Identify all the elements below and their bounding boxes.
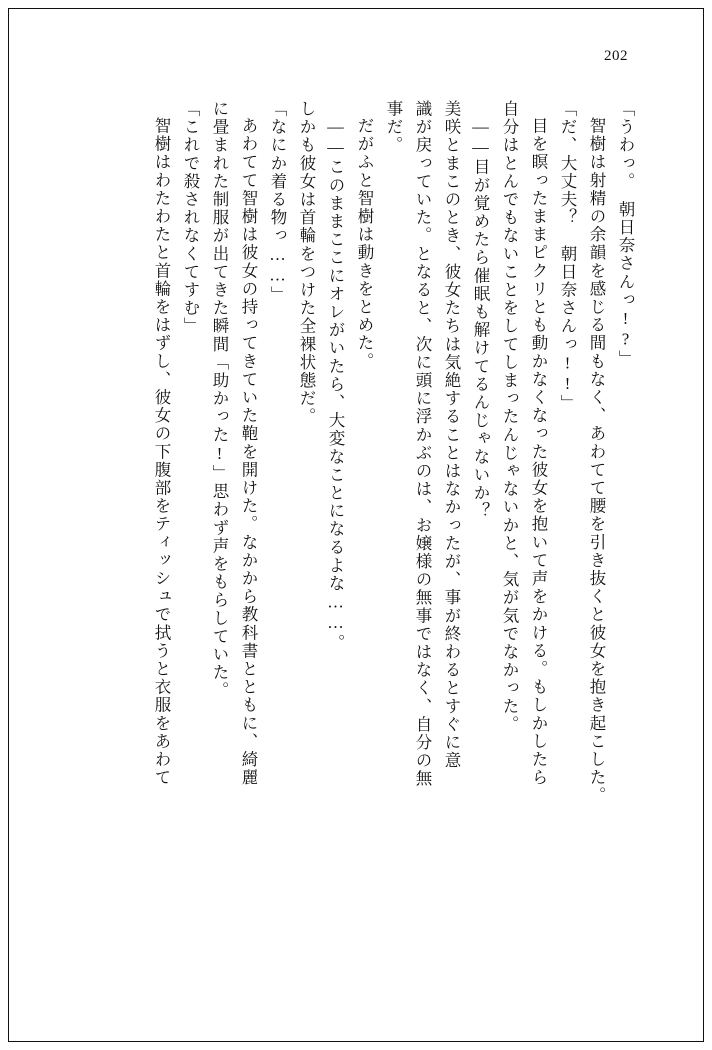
text-column: 自分はとんでもないことをしてしまったんじゃないかと、気が気でなかった。 — [500, 100, 519, 734]
text-column: だがふと智樹は動きをとめた。 — [355, 117, 374, 371]
text-column: ――目が覚めたら催眠も解けてるんじゃないか？ — [471, 117, 490, 521]
vertical-text-body — [60, 100, 640, 1010]
text-column: 美咲とまこのとき、彼女たちは気絶することはなかったが、事が終わるとすぐに意 — [442, 100, 461, 770]
text-column: しかも彼女は首輪をつけた全裸状態だ。 — [297, 100, 316, 426]
text-column: に畳まれた制服が出てきた瞬間「助かった!」思わず声をもらしていた。 — [210, 100, 229, 700]
text-column: 「だ、大丈夫？ 朝日奈さんっ!!」 — [558, 100, 577, 413]
text-column: 目を瞑ったままピクリとも動かなくなった彼女を抱いて声をかける。もしかしたら — [529, 117, 548, 787]
text-column: 「うわっ。 朝日奈さんっ!?」 — [616, 100, 635, 369]
text-column: ――このままここにオレがいたら、大変なことになるよな……。 — [326, 117, 345, 652]
page-number: 202 — [604, 48, 628, 64]
text-column: 智樹は射精の余韻を感じる間もなく、あわてて腰を引き抜くと彼女を抱き起こした。 — [587, 117, 606, 805]
text-column: 「なにか着る物っ……」 — [268, 100, 287, 305]
text-column: 「これで殺されなくてすむ」 — [181, 100, 200, 336]
text-column: あわてて智樹は彼女の持ってきていた鞄を開けた。なかから教科書とともに、綺麗 — [239, 117, 258, 787]
text-column: 事だ。 — [384, 100, 403, 155]
text-column: 識が戻っていた。となると、次に頭に浮かぶのは、お嬢様の無事ではなく、自分の無 — [413, 100, 432, 788]
text-column: 智樹はわたわたと首輪をはずし、彼女の下腹部をティッシュで拭うと衣服をあわて — [152, 117, 171, 787]
